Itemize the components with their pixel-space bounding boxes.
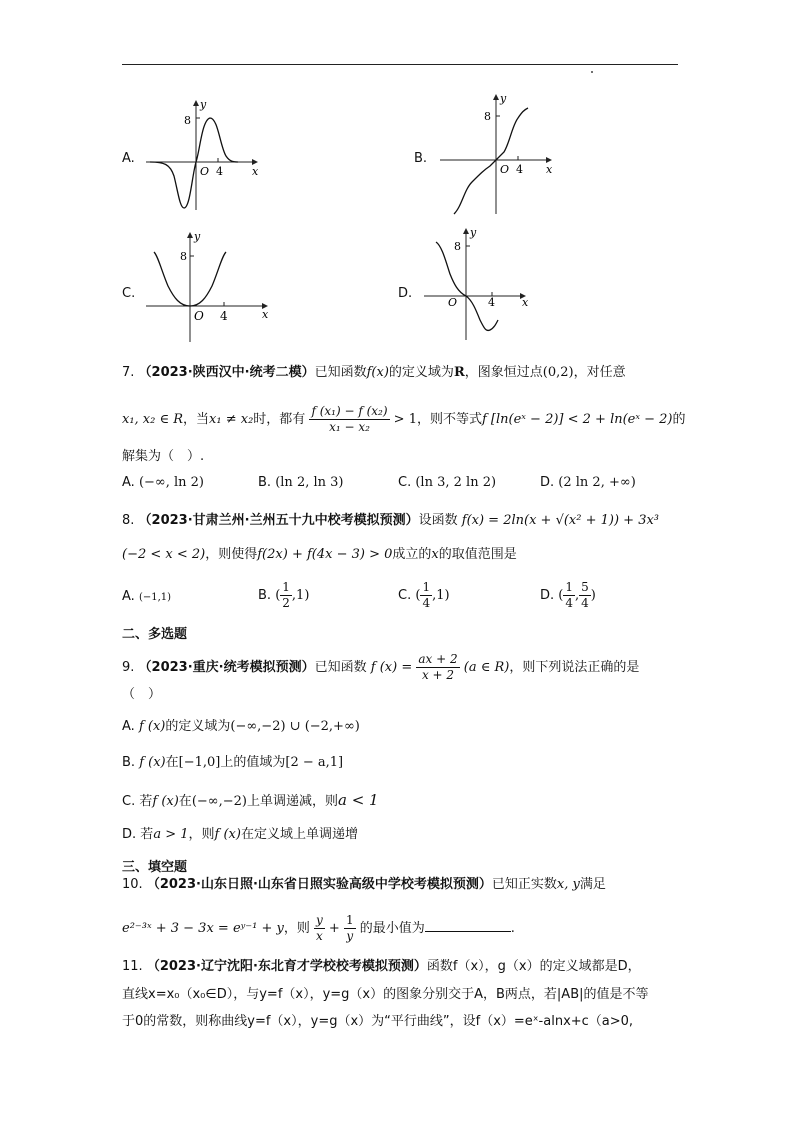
q7-option-b[interactable] [258, 474, 343, 492]
q11-source: （2023·辽宁沈阳·东北育才学校校考模拟预测） [146, 959, 427, 974]
q10-equation: e²⁻³ˣ + 3 − 3x = eʸ⁻¹ + y [122, 921, 284, 936]
q9-option-a-fx: f (x) [138, 719, 166, 734]
q7-option-a-label: A. [122, 475, 135, 490]
section-multi-choice: 二、多选题 [122, 627, 188, 642]
q9-option-b-rest: 上的值域为 [220, 755, 286, 770]
q8-option-d-num: 1 [565, 580, 574, 594]
q8-text-3: 成立的 [392, 547, 432, 562]
graph-c-tick-4: 4 [220, 309, 228, 323]
q9-option-c-math: (−∞,−2) [191, 794, 247, 809]
graph-b-x-label: x [546, 163, 553, 176]
q10-text-3: ，则 [283, 921, 310, 936]
q9-option-b-text: 在 [165, 755, 179, 770]
q9-option-c[interactable] [122, 791, 379, 811]
q7-fx: f(x) [366, 365, 389, 380]
graph-c-label: C. [122, 286, 136, 301]
q7-source: （2023·陕西汉中·统考二模） [138, 365, 315, 380]
q7-option-c[interactable] [398, 474, 496, 492]
q9-option-b-fx: f (x) [139, 755, 166, 770]
q7-line-2 [122, 404, 686, 435]
q10-number: 10. [122, 877, 143, 892]
q10-vars: x, y [556, 877, 580, 892]
q8-option-d-mid: , [575, 588, 580, 603]
q8-option-d-num2: 5 [581, 580, 589, 594]
q9-option-b-label: B. [122, 755, 136, 770]
q9-text-1: 已知函数 [314, 660, 367, 675]
q7-option-b-label: B. [258, 475, 272, 490]
q8-source: （2023·甘肃兰州·兰州五十九中校考模拟预测） [138, 513, 419, 528]
q7-vars: x₁, x₂ ∈ R [122, 412, 184, 427]
graph-d-x-label: x [522, 296, 529, 309]
q9-option-d[interactable] [122, 826, 358, 844]
q10-text-4: 的最小值为 [359, 921, 425, 936]
q11-number: 11. [122, 959, 143, 974]
q8-option-d-label: D. [540, 588, 555, 603]
graph-d-tick-8: 8 [454, 240, 461, 253]
q8-option-c-num: 1 [422, 580, 431, 594]
graph-c-origin: O [194, 309, 204, 323]
q7-neq: x₁ ≠ x₂ [209, 412, 254, 427]
q10-frac-b-den: y [346, 929, 354, 943]
q9-option-d-pre: 若 [140, 827, 154, 842]
q7-option-a-value: (−∞, ln 2) [138, 475, 205, 490]
q7-text-8: 的 [672, 412, 686, 427]
q10-line-2 [122, 913, 515, 944]
q11-line-1 [122, 958, 641, 976]
q7-text-1: 已知函数 [314, 365, 367, 380]
q7-gt1: > 1 [393, 412, 417, 427]
q7-number: 7. [122, 365, 135, 380]
graph-c-tick-8: 8 [180, 250, 187, 263]
q8-function: f(x) = 2ln(x + √(x² + 1)) + 3x³ [461, 513, 660, 528]
graph-b-tick-4: 4 [516, 163, 523, 176]
q10-frac-a-den: x [315, 929, 323, 943]
q11-text-1: 函数f（x），g（x）的定义域都是D， [426, 959, 641, 974]
q9-number: 9. [122, 660, 135, 675]
q7-option-c-label: C. [398, 475, 412, 490]
q10-text-2: 满足 [579, 877, 606, 892]
q7-frac-num: f (x₁) − f (x₂) [311, 404, 388, 418]
q9-option-a-label: A. [122, 719, 135, 734]
q9-option-d-text: 在定义域上单调递增 [240, 827, 358, 842]
q9-option-d-mid: ，则 [188, 827, 215, 842]
q8-domain: (−2 < x < 2) [122, 547, 206, 562]
q9-frac-den: x + 2 [421, 668, 455, 682]
q9-option-b-math2: [2 − a,1] [285, 755, 344, 770]
q7-option-d-label: D. [540, 475, 555, 490]
graph-a-tick-8: 8 [184, 114, 191, 127]
q8-line-2 [122, 546, 517, 564]
q8-option-c[interactable] [398, 580, 450, 611]
q8-text-4: 的取值范围是 [438, 547, 517, 562]
q9-option-c-math2: a < 1 [338, 791, 379, 809]
q8-option-b-num: 1 [282, 580, 290, 594]
q9-fx-eq: f (x) = [370, 660, 413, 675]
q7-text-7: ，则不等式 [416, 412, 482, 427]
section-fill-blank: 三、填空题 [122, 860, 188, 875]
q8-line-1 [122, 512, 659, 530]
q7-text-3: ，图象恒过点 [464, 365, 543, 380]
q9-option-a-math: (−∞,−2) ∪ (−2,+∞) [230, 719, 360, 734]
q8-number: 8. [122, 513, 135, 528]
q8-option-d-den: 4 [565, 596, 574, 610]
q8-option-c-den: 4 [422, 596, 431, 610]
q10-source: （2023·山东日照·山东省日照实验高级中学校考模拟预测） [146, 877, 492, 892]
q8-option-d-post: ) [590, 588, 596, 603]
q7-option-d[interactable] [540, 474, 636, 492]
q10-frac-a-num: y [315, 913, 323, 927]
q8-option-c-pre: ( [415, 588, 421, 603]
q8-option-d-den2: 4 [581, 596, 589, 610]
graph-d-label: D. [398, 286, 413, 301]
q9-option-b-math: [−1,0] [178, 755, 221, 770]
q9-option-a-text: 的定义域为 [165, 719, 231, 734]
graph-b-origin: O [500, 163, 510, 176]
graph-b-label: B. [414, 151, 428, 166]
q8-option-c-label: C. [398, 588, 412, 603]
q8-option-a[interactable] [122, 588, 171, 607]
header-rule [122, 64, 678, 65]
q8-option-b-label: B. [258, 588, 272, 603]
q8-inequality: f(2x) + f(4x − 3) > 0 [257, 547, 393, 562]
q7-option-c-value: (ln 3, 2 ln 2) [415, 475, 497, 490]
q9-option-c-fx: f (x) [152, 794, 179, 809]
q8-option-d[interactable] [540, 580, 596, 611]
header-dot [591, 71, 593, 73]
q9-option-d-fx: f (x) [214, 827, 241, 842]
q8-text-1: 设函数 [418, 513, 458, 528]
q9-option-a[interactable] [122, 718, 360, 736]
q7-point: (0,2) [542, 365, 574, 380]
q7-option-a[interactable] [122, 474, 204, 492]
q7-frac-den: x₁ − x₂ [329, 420, 370, 434]
graph-d-tick-4: 4 [488, 296, 495, 309]
graph-a-label: A. [122, 151, 135, 166]
q10-plus: + [328, 921, 340, 936]
q7-option-b-value: (ln 2, ln 3) [275, 475, 344, 490]
q10-line-1 [122, 876, 606, 894]
q9-frac-num: ax + 2 [418, 652, 458, 666]
q10-text-5: . [510, 921, 515, 936]
q7-text-4: ，对任意 [573, 365, 626, 380]
q8-option-c-post: ,1) [432, 588, 450, 603]
q9-option-c-pre: 若 [139, 794, 153, 809]
graph-a-tick-4: 4 [216, 165, 223, 178]
q10-answer-blank[interactable] [425, 919, 511, 932]
q8-option-b-post: ,1) [291, 588, 310, 603]
graph-a-origin: O [200, 165, 210, 178]
q7-R: R [453, 365, 465, 380]
q8-option-b[interactable] [258, 580, 309, 611]
graph-c-x-label: x [262, 308, 269, 321]
graph-b [434, 90, 564, 220]
q7-line-3: 解集为（ ）. [122, 449, 205, 464]
graph-a-x-label: x [252, 165, 259, 178]
q11-line-2: 直线x=x₀（x₀∈D），与y=f（x），y=g（x）的图象分别交于A，B两点，若|AB|的值是不等 [122, 987, 649, 1002]
q9-paren: （ ） [122, 687, 162, 702]
q9-option-c-rest: 上单调递减，则 [246, 794, 338, 809]
q8-option-a-label: A. [122, 589, 135, 604]
q9-fraction [416, 652, 459, 683]
graph-c [140, 228, 280, 348]
q9-text-2: ，则下列说法正确的是 [509, 660, 640, 675]
q9-option-c-text: 在 [178, 794, 192, 809]
q8-option-a-value: (−1,1) [138, 592, 172, 603]
q8-option-d-pre: ( [558, 588, 564, 603]
q9-line-1 [122, 652, 639, 683]
q10-frac-b-num: 1 [345, 913, 354, 927]
graph-b-y-label: y [500, 92, 507, 105]
q9-option-c-label: C. [122, 794, 136, 809]
graph-c-y-label: y [194, 230, 201, 243]
q10-frac-b [344, 913, 356, 944]
q11-line-3: 于0的常数，则称曲线y=f（x），y=g（x）为“平行曲线”，设f（x）=eˣ-alnx+c（a>0, [122, 1014, 634, 1029]
q7-text-6: 时，都有 [253, 412, 306, 427]
graph-d-y-label: y [470, 226, 477, 239]
q10-frac-a [314, 913, 325, 944]
q9-option-b[interactable] [122, 754, 343, 772]
q9-condition: (a ∈ R) [463, 660, 510, 675]
graph-d [418, 226, 548, 346]
q7-line-1 [122, 364, 626, 382]
q8-x: x [431, 547, 439, 562]
q8-option-b-den: 2 [282, 596, 290, 610]
q7-inequality: f [ln(eˣ − 2)] < 2 + ln(eˣ − 2) [481, 412, 673, 427]
q7-text-2: 的定义域为 [388, 365, 454, 380]
graph-a-y-label: y [200, 98, 207, 111]
q7-text-5: ，当 [183, 412, 210, 427]
q7-fraction [309, 404, 389, 435]
graph-a [140, 96, 270, 216]
q7-option-d-value: (2 ln 2, +∞) [558, 475, 636, 490]
graph-b-tick-8: 8 [484, 110, 491, 123]
q9-option-d-label: D. [122, 827, 137, 842]
q9-source: （2023·重庆·统考模拟预测） [138, 660, 315, 675]
graph-d-origin: O [448, 296, 458, 309]
q8-text-2: ，则使得 [205, 547, 258, 562]
q9-option-d-cond: a > 1 [153, 827, 189, 842]
q10-text-1: 已知正实数 [491, 877, 557, 892]
q8-option-b-pre: ( [275, 588, 281, 603]
